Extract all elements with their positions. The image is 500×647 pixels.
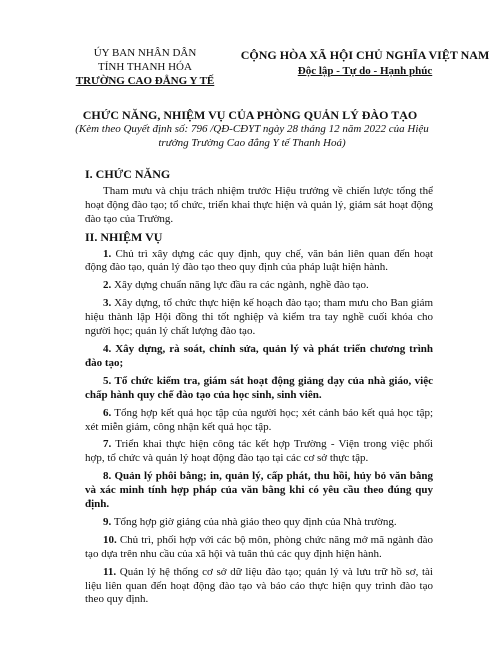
- authority-line-1: ÚY BAN NHÂN DÂN: [93, 47, 197, 59]
- task-text: Xây dựng chuẩn năng lực đầu ra các ngành, nghề đào tạo.: [114, 279, 369, 292]
- motto: Độc lập - Tự do - Hạnh phúc: [297, 65, 433, 77]
- document-title: CHỨC NĂNG, NHIỆM VỤ CỦA PHÒNG QUẢN LÝ ĐÀO TẠO: [82, 108, 418, 122]
- task-number: 5.: [103, 374, 112, 387]
- task-item: [85, 438, 433, 466]
- task-text: Xây dựng, rà soát, chỉnh sửa, quản lý và phát triển chương trình đào tạo;: [85, 342, 434, 369]
- section-heading-tasks: II. NHIỆM VỤ: [85, 229, 163, 244]
- authority-line-2: TỈNH THANH HÓA: [98, 61, 192, 73]
- task-number: 8.: [103, 470, 112, 483]
- task-text: Tổng hợp kết quả học tập của người học; xét cảnh báo kết quả học tập; xét miễn giảm, công nhận kết quả học tập.: [85, 406, 434, 433]
- task-item: [85, 516, 433, 530]
- task-number: 2.: [103, 279, 112, 292]
- task-item: [85, 248, 433, 276]
- task-item: [85, 375, 433, 403]
- document-subtitle: (Kèm theo Quyết định số: 796 /QĐ-CĐYT ngày 28 tháng 12 năm 2022 của Hiệu trưởng Trường Cao đẳng Y tế Thanh Hoá): [75, 123, 429, 149]
- task-number: 9.: [103, 515, 112, 528]
- task-text: Chủ trì, phối hợp với các bộ môn, phòng chức năng mở mã ngành đào tạo dựa trên nhu cầu của xã hội và tuân thủ các quy định hiện hành.: [85, 533, 434, 560]
- country-name: CỘNG HÒA XÃ HỘI CHỦ NGHĨA VIỆT NAM: [240, 48, 490, 62]
- task-text: Tổng hợp giờ giảng của nhà giáo theo quy định của Nhà trường.: [113, 515, 397, 528]
- task-item: [85, 279, 433, 293]
- task-number: 3.: [103, 297, 112, 310]
- task-number: 11.: [103, 565, 117, 578]
- task-item: [85, 566, 433, 608]
- authority-line-3: TRƯỜNG CAO ĐẲNG Y TẾ: [75, 75, 215, 87]
- task-text: Triển khai thực hiện công tác kết hợp Trường - Viện trong việc phối hợp, tổ chức và quản lý hoạt động đào tạo tại các cơ sở thực tập.: [85, 438, 433, 465]
- task-text: Chủ trì xây dựng các quy định, quy chế, văn bản liên quan đến hoạt động đào tạo, quản lý đào tạo theo quy định của pháp luật hiện hành.: [85, 247, 434, 274]
- task-item: [85, 534, 433, 562]
- task-number: 6.: [103, 406, 112, 419]
- issuing-authority: [55, 46, 235, 88]
- task-text: Xây dựng, tổ chức thực hiện kế hoạch đào tạo; tham mưu cho Ban giám hiệu thành lập Hội đồng thi tốt nghiệp và kiểm tra tay nghề cuối khóa cho người học; quản lý chất lượng đào tạo.: [85, 297, 434, 338]
- task-item: [85, 297, 433, 339]
- task-number: 10.: [103, 533, 117, 546]
- section-heading-functions: I. CHỨC NĂNG: [85, 167, 171, 181]
- functions-paragraph: Tham mưu và chịu trách nhiệm trước Hiệu trưởng về chiến lược tổng thể hoạt động đào tạo; tổ chức, triển khai thực hiện và quản lý, giám sát hoạt động đào tạo của Trường.: [85, 184, 433, 225]
- national-motto: [240, 47, 490, 79]
- task-text: Quản lý hệ thống cơ sở dữ liệu đào tạo; quản lý và lưu trữ hồ sơ, tài liệu liên quan đến hoạt động đào tạo và báo cáo thực hiện quy trình đào tạo theo quy định.: [85, 565, 433, 606]
- task-number: 4.: [103, 342, 112, 355]
- task-number: 1.: [103, 247, 112, 260]
- task-number: 7.: [103, 438, 112, 451]
- document-body: [85, 166, 433, 611]
- task-item: [85, 470, 433, 512]
- task-item: [85, 343, 433, 371]
- task-text: Tổ chức kiểm tra, giám sát hoạt động giảng dạy của nhà giáo, việc chấp hành quy chế đào tạo của học sinh, sinh viên.: [85, 374, 433, 401]
- task-text: Quản lý phôi bằng; in, quản lý, cấp phát, thu hồi, hủy bỏ văn bằng và xác minh tính hợp pháp của văn bằng khi có yêu cầu theo đúng quy định.: [85, 470, 433, 511]
- task-item: [85, 407, 433, 435]
